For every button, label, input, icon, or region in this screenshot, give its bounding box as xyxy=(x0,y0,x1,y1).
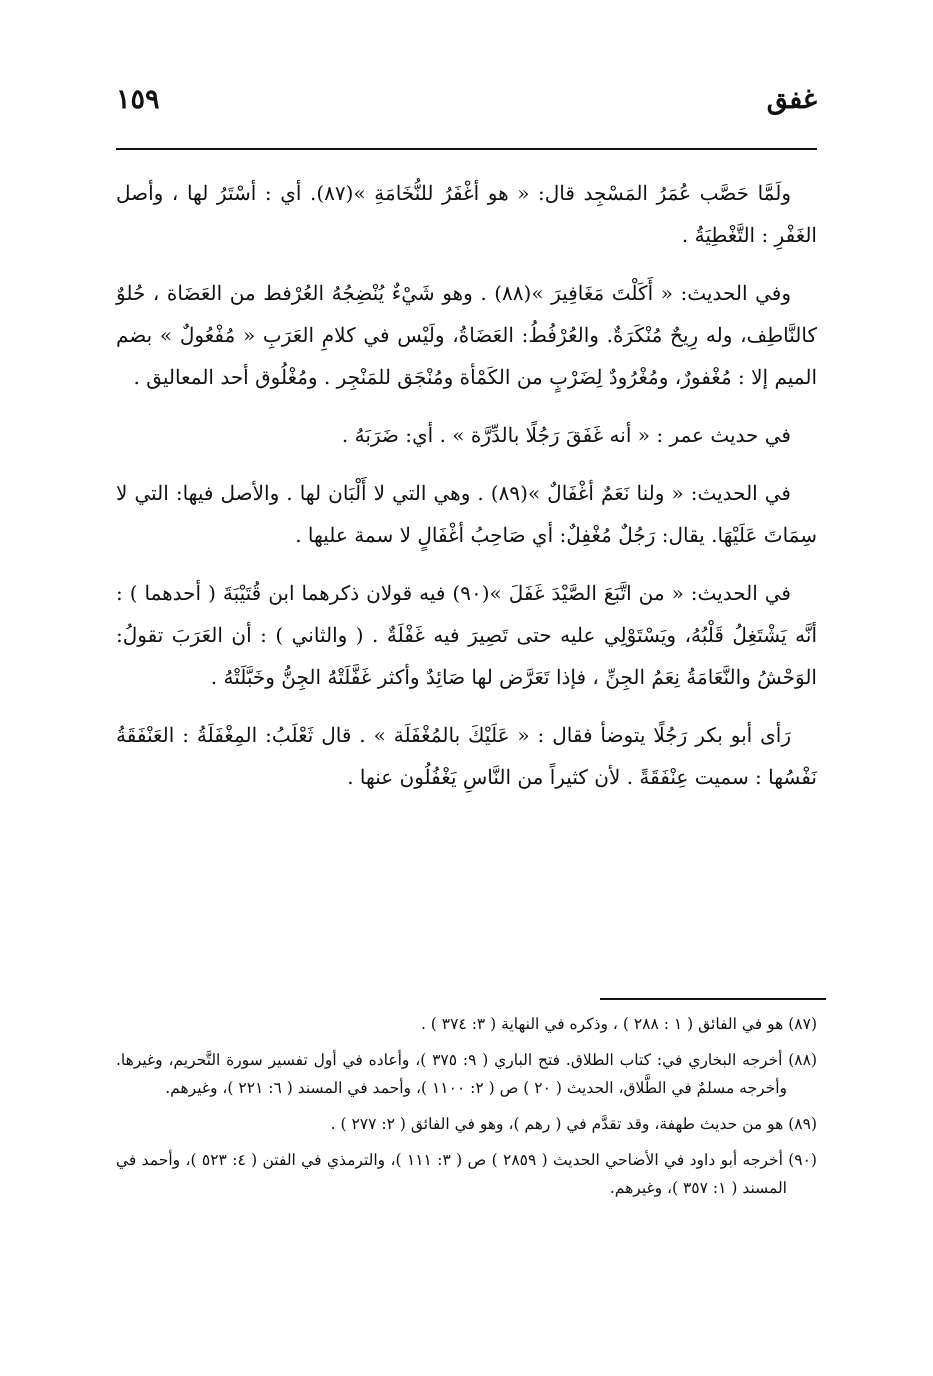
footnote-rule xyxy=(600,998,826,1000)
footnote-89: (٨٩) هو من حديث طهفة، وقد تقدَّم في ( رهم )، وهو في الفائق ( ٢: ٢٧٧ ) . xyxy=(330,1115,817,1133)
paragraph-1: ولَمَّا حَصَّب عُمَرُ المَسْجِد قال: « هو أغْفَرُ للنُّخَامَةِ »(٨٧). أي : أسْتَرُ لها ، وأصل الغَفْرِ : التَّغْطِيَةُ . xyxy=(116,181,817,247)
paragraph-4: في الحديث: « ولنا نَعَمٌ أغْفَالٌ »(٨٩) . وهي التي لا أَلْبَان لها . والأصل فيها: التي لا سِمَاتَ عَلَيْهَا. يقال: رَجُلٌ مُغْفِلٌ: أي صَاحِبُ أغْفَالٍ لا سمة عليها . xyxy=(116,481,817,547)
main-text xyxy=(116,172,817,814)
paragraph-2: وفي الحديث: « أَكَلْتَ مَغَافِيرَ »(٨٨) . وهو شَيْءٌ يُنْضِجُهُ العُرْفط من العَضَاة ، حُلوٌ كالنَّاطِف، وله رِيحٌ مُنْكَرَةٌ. والعُرْفُطُ: العَضَاةُ، ولَيْس في كلامِ العَرَبِ « مُفْعُولٌ » بضم الميم إلا : مُغْفورٌ، ومُغْرُودٌ لِضَرْبٍ من الكَمْأة ومُنْجَق للمَنْجِر . ومُغْلُوق أحد المعاليق . xyxy=(116,281,817,389)
footnote-90: (٩٠) أخرجه أبو داود في الأضاحي الحديث ( ٢٨٥٩ ) ص ( ٣: ١١١ )، والترمذي في الفتن ( ٤: ٥٢٣ )، وأحمد في المسند ( ١: ٣٥٧ )، وغيرهم. xyxy=(116,1151,817,1197)
paragraph-5: في الحديث: « من اتَّبَعَ الصَّيْدَ غَفَلَ »(٩٠) فيه قولان ذكرهما ابن قُتَيْبَةَ ( أحدهما ) : أنَّه يَشْتَغِلُ قَلْبُهُ، ويَسْتَوْلِي عليه حتى تَصِيرَ فيه غَفْلَةٌ . ( والثاني ) : أن العَرَبَ تقولُ: الوَحْشُ والنَّعَامَةُ نِعَمُ الجِنِّ ، فإذا تَعَرَّض لها صَائِدٌ وأكثر غَفَّلَتْهُ الجِنُّ وخَبَّلَتْهُ . xyxy=(116,581,817,689)
footnote-88: (٨٨) أخرجه البخاري في: كتاب الطلاق. فتح الباري ( ٩: ٣٧٥ )، وأعاده في أول تفسير سورة التَّحريم، وغيرها. وأخرجه مسلمٌ في الطَّلاق، الحديث ( ٢٠ ) ص ( ٢: ١١٠٠ )، وأحمد في المسند ( ٦: ٢٢١ )، وغيرهم. xyxy=(116,1051,817,1097)
header-rule xyxy=(116,148,817,150)
footnotes xyxy=(116,1010,817,1210)
running-head: غفق xyxy=(766,84,817,115)
page-header xyxy=(116,84,817,136)
paragraph-6: رَأى أبو بكر رَجُلًا يتوضأ فقال : « عَلَيْكَ بالمُغْفَلَة » . قال ثَعْلَبُ: المِغْفَلَةُ : العَنْفَقَةُ نَفْسُها : سميت عِنْفَقَةً . لأن كثيراً من النَّاسِ يَغْفُلُون عنها . xyxy=(116,723,817,789)
page-number: ١٥٩ xyxy=(116,84,160,115)
footnote-87: (٨٧) هو في الفائق ( ١ : ٢٨٨ ) ، وذكره في النهاية ( ٣: ٣٧٤ ) . xyxy=(420,1015,817,1033)
paragraph-3: في حديث عمر : « أنه غَفَقَ رَجُلًا بالدِّرَّة » . أي: ضَرَبَهُ . xyxy=(341,423,791,447)
